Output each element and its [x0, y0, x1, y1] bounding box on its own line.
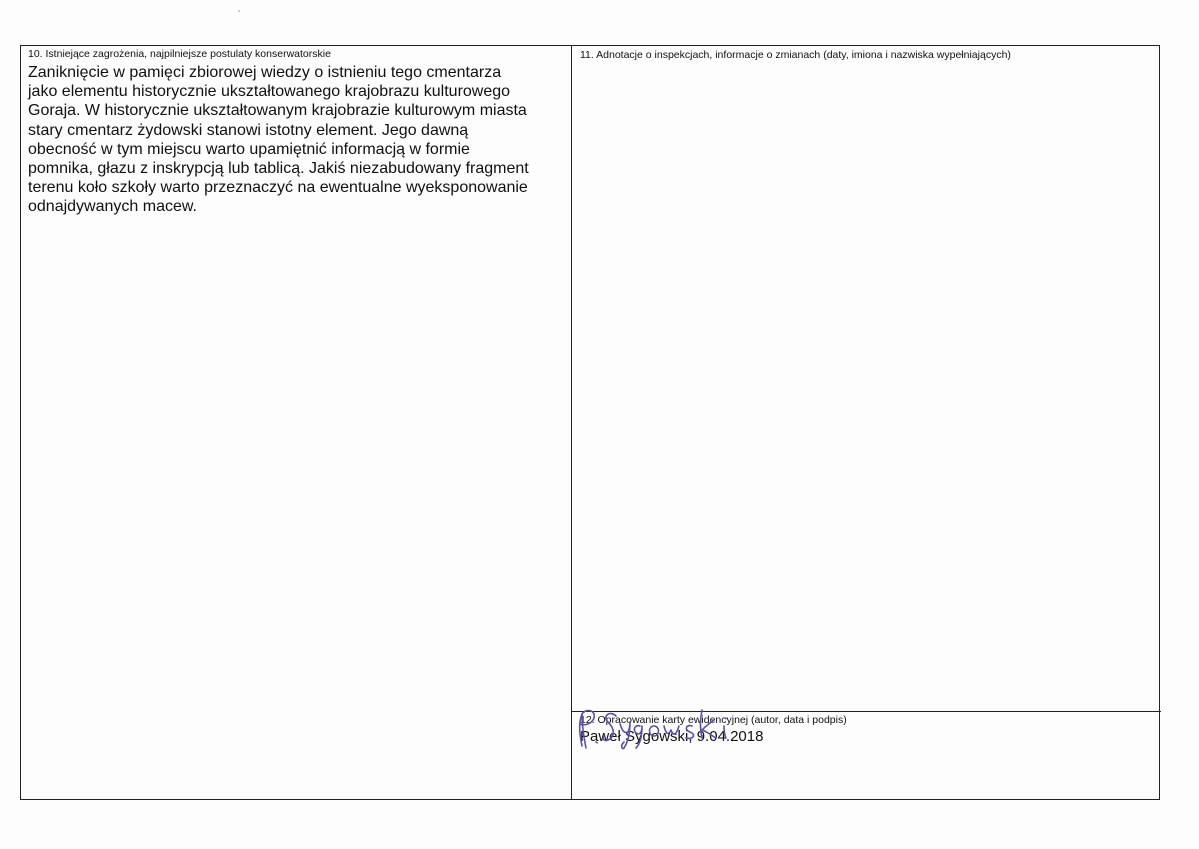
evidence-card-form [20, 45, 1160, 800]
scan-speck [238, 10, 240, 12]
section-10-line: Zaniknięcie w pamięci zbiorowej wiedzy o istnieniu tego cmentarza [28, 64, 502, 81]
section-10-line: obecność w tym miejscu warto upamiętnić informacją w formie [28, 140, 470, 158]
section-10-line: odnajdywanych macew. [28, 198, 197, 216]
section-10-line: stary cmentarz żydowski stanowi istotny element. Jego dawną [28, 121, 469, 139]
section-12-label: 12. Opracowanie karty ewidencyjnej (autor, data i podpis) [580, 714, 847, 726]
section-10-body [28, 63, 568, 217]
column-divider [571, 46, 572, 799]
section-10-line: pomnika, głazu z inskrypcją lub tablicą. Jakiś niezabudowany fragment [28, 160, 529, 178]
section-10-line: terenu koło szkoły warto przeznaczyć na ewentualne wyeksponowanie [28, 179, 528, 197]
section-10-line: Goraja. W historycznie ukształtowanym krajobrazie kulturowym miasta [28, 102, 527, 120]
section-11-label: 11. Adnotacje o inspekcjach, informacje o zmianach (daty, imiona i nazwiska wypełniających) [580, 49, 1011, 61]
section-10-line: jako elementu historycznie ukształtowanego krajobrazu kulturowego [28, 83, 511, 101]
handwritten-signature [568, 706, 768, 752]
section-10-label: 10. Istniejące zagrożenia, najpilniejsze postulaty konserwatorskie [28, 48, 331, 60]
author-and-date: Paweł Sygowski, 9.04.2018 [580, 728, 764, 745]
